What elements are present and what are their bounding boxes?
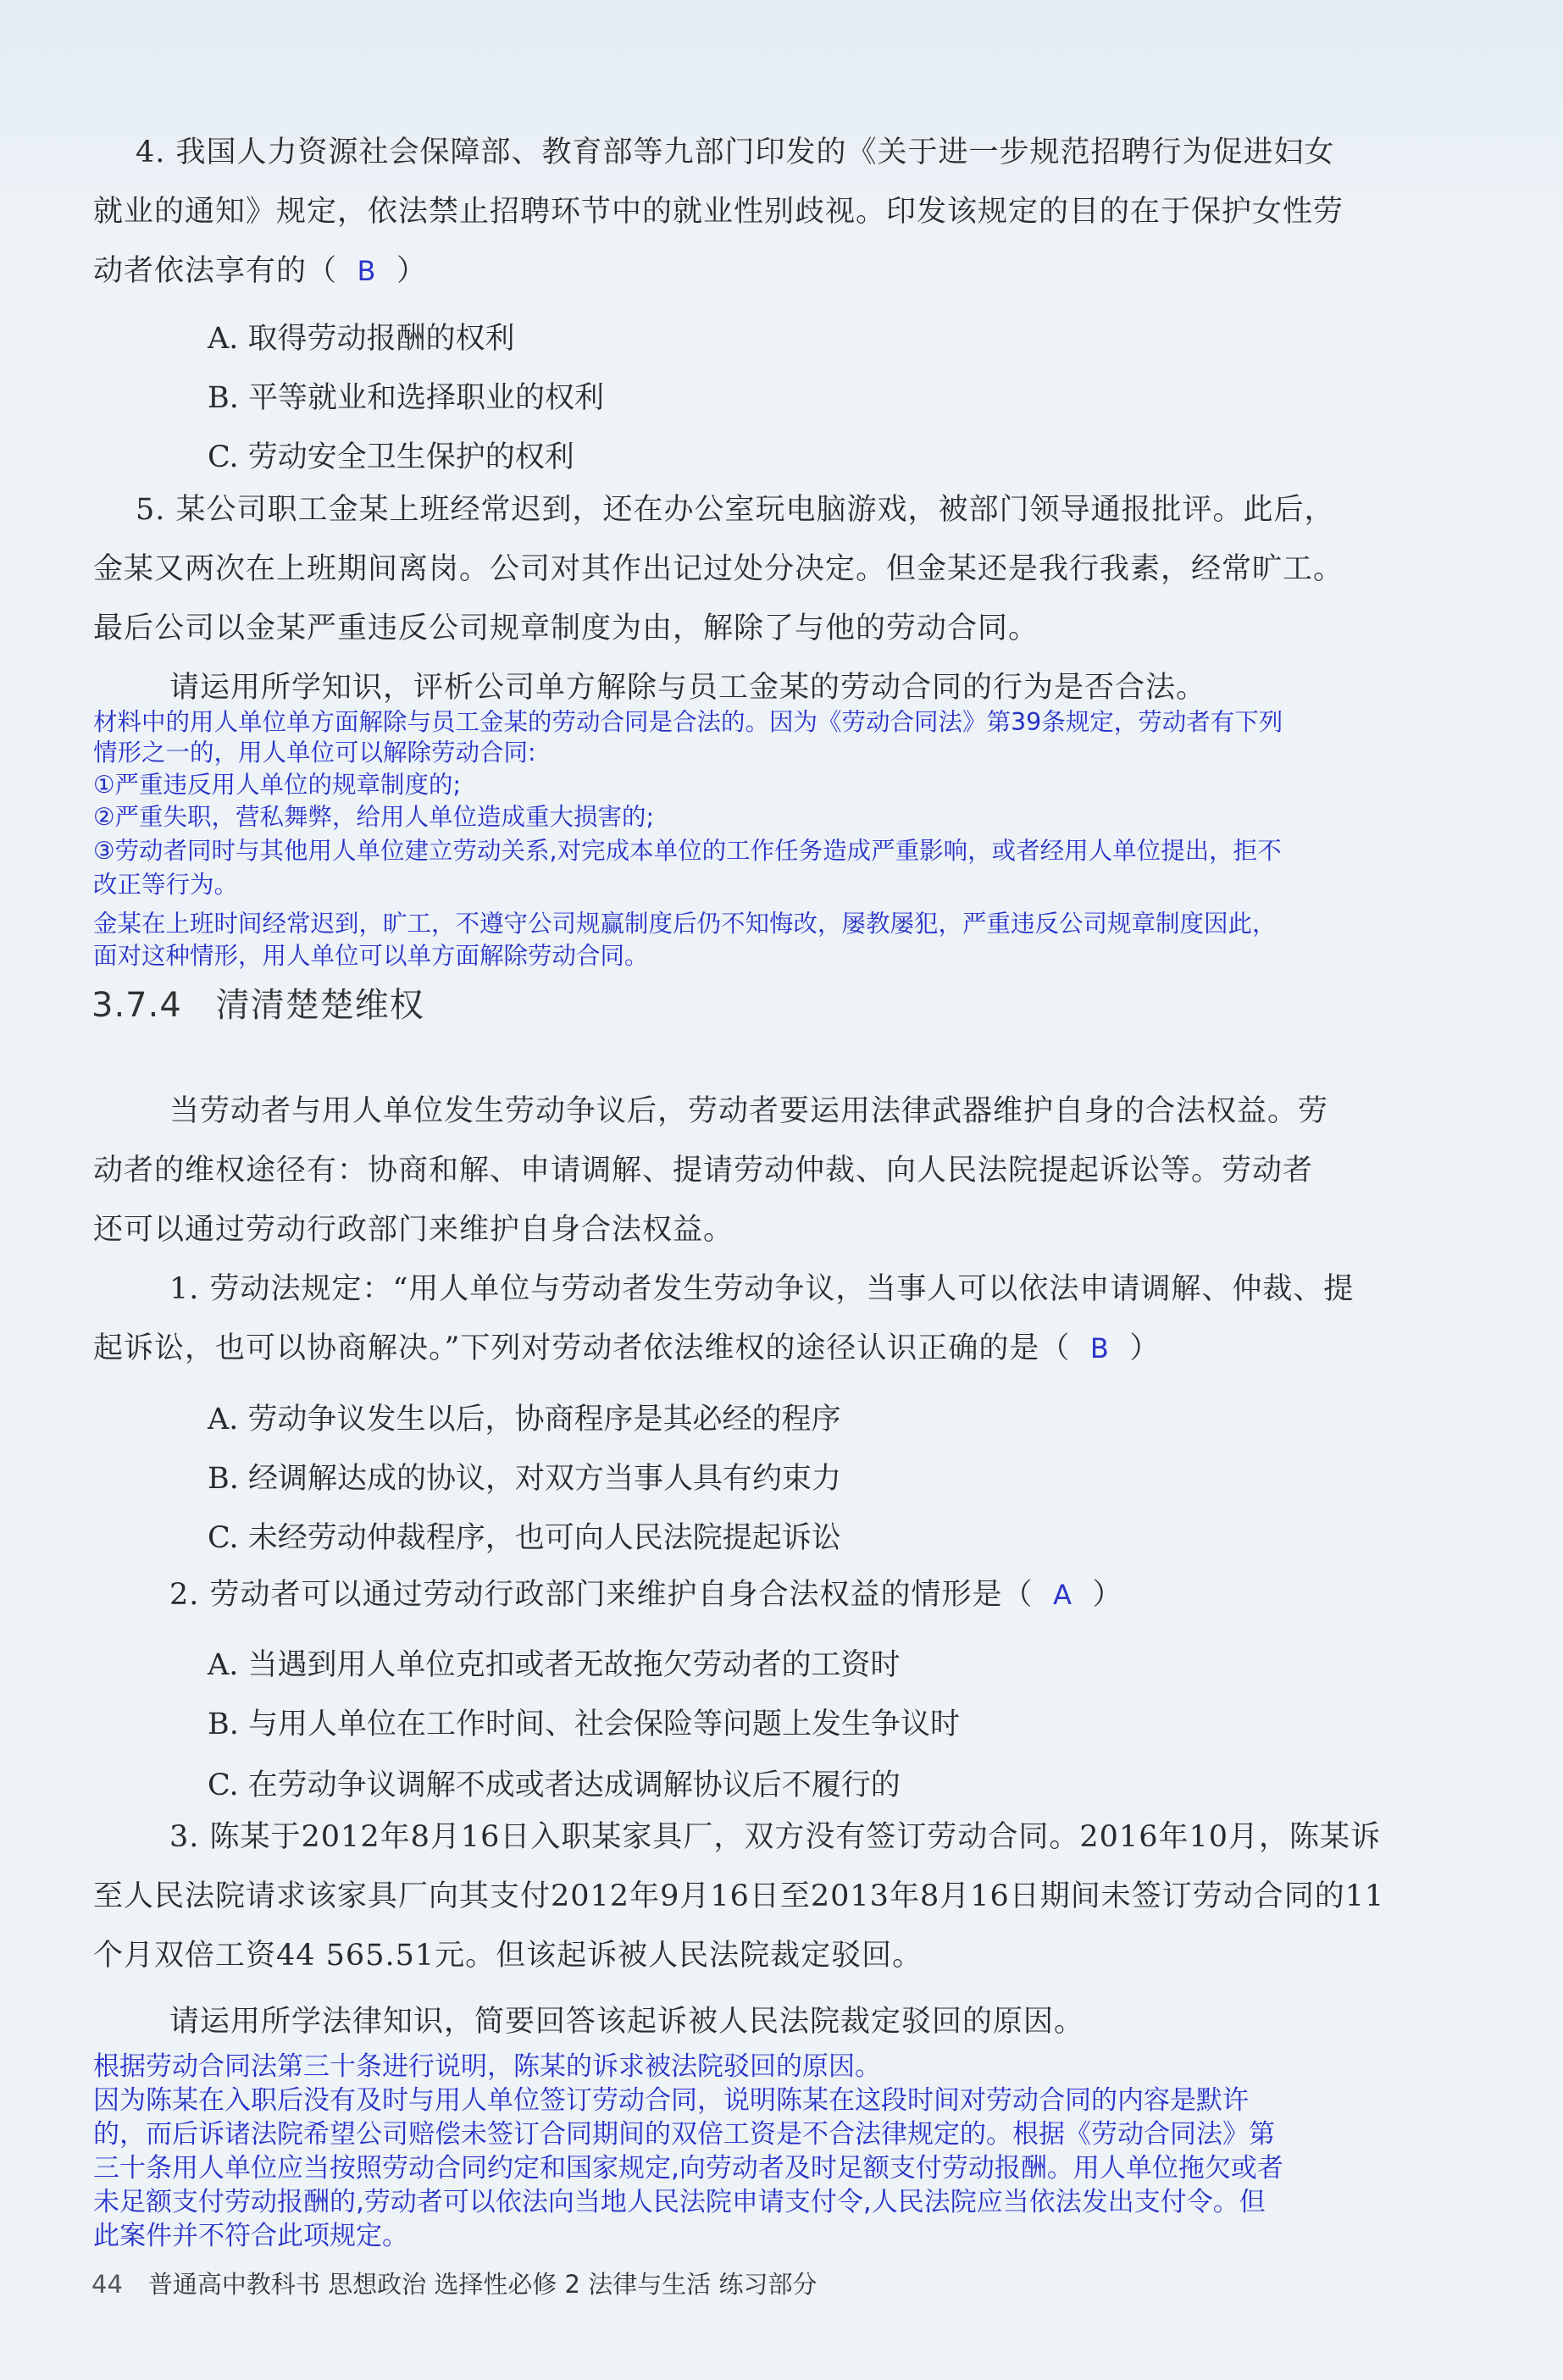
q5-line-1: 5. 某公司职工金某上班经常迟到，还在办公室玩电脑游戏，被部门领导通报批评。此后，	[136, 493, 1335, 527]
answer1-line-6: 改正等行为。	[93, 871, 239, 899]
s3-line-2: 至人民法院请求该家具厂向其支付2012年9月16日至2013年8月16日期间未签订劳动合同的11	[93, 1879, 1385, 1913]
answer2-line-4: 三十条用人单位应当按照劳动合同约定和国家规定,向劳动者及时足额支付劳动报酬。用人单位拖欠或者	[93, 2153, 1283, 2184]
q5-line-2: 金某又两次在上班期间离岗。公司对其作出记过处分决定。但金某还是我行我素，经常旷工。	[93, 552, 1344, 586]
q4-stem-close: ）	[396, 254, 428, 288]
q4-line-3	[93, 241, 427, 301]
answer2-line-2: 因为陈某在入职后没有及时与用人单位签订劳动合同，说明陈某在这段时间对劳动合同的内容是默许	[93, 2085, 1249, 2116]
section-title: 清清楚楚维权	[215, 986, 424, 1025]
s2-line-1	[169, 1565, 1123, 1624]
q5-line-3: 最后公司以金某严重违反公司规章制度为由，解除了与他的劳动合同。	[93, 612, 1039, 645]
s2-stem-text: 2. 劳动者可以通过劳动行政部门来维护自身合法权益的情形是（	[169, 1578, 1034, 1612]
answer1-line-7: 金某在上班时间经常迟到，旷工，不遵守公司规赢制度后仍不知悔改，屡教屡犯，严重违反公司规章制度因此，	[93, 910, 1277, 938]
s3-line-3: 个月双倍工资44 565.51元。但该起诉被人民法院裁定驳回。	[93, 1939, 923, 1973]
q4-stem-text: 动者依法享有的（	[93, 254, 338, 288]
s2-option-a: A. 当遇到用人单位克扣或者无故拖欠劳动者的工资时	[208, 1648, 901, 1682]
s1-stem-text: 起诉讼，也可以协商解决。”下列对劳动者依法维权的途径认识正确的是（	[93, 1331, 1071, 1365]
intro-line-2: 动者的维权途径有：协商和解、申请调解、提请劳动仲裁、向人民法院提起诉讼等。劳动者	[93, 1154, 1314, 1187]
answer1-line-1: 材料中的用人单位单方面解除与员工金某的劳动合同是合法的。因为《劳动合同法》第39条规定，劳动者有下列	[93, 708, 1283, 736]
s2-option-b: B. 与用人单位在工作时间、社会保险等问题上发生争议时	[208, 1708, 960, 1741]
answer2-line-1: 根据劳动合同法第三十条进行说明，陈某的诉求被法院驳回的原因。	[93, 2051, 881, 2082]
section-number: 3.7.4	[91, 986, 182, 1025]
q4-handwritten-answer: B	[357, 255, 377, 287]
answer2-line-6: 此案件并不符合此项规定。	[93, 2221, 408, 2251]
q5-prompt: 请运用所学知识，评析公司单方解除与员工金某的劳动合同的行为是否合法。	[169, 671, 1207, 705]
answer2-line-5: 未足额支付劳动报酬的,劳动者可以依法向当地人民法院申请支付令,人民法院应当依法发出支付令。但	[93, 2187, 1266, 2217]
answer2-line-3: 的，而后诉诸法院希望公司赔偿未签订合同期间的双倍工资是不合法律规定的。根据《劳动合同法》第	[93, 2119, 1275, 2150]
page-footer	[91, 2266, 817, 2300]
q4-line-1: 4. 我国人力资源社会保障部、教育部等九部门印发的《关于进一步规范招聘行为促进妇女	[136, 136, 1335, 169]
s2-option-c: C. 在劳动争议调解不成或者达成调解协议后不履行的	[208, 1768, 901, 1802]
s1-option-c: C. 未经劳动仲裁程序，也可向人民法院提起诉讼	[208, 1521, 841, 1555]
answer1-line-3: ①严重违反用人单位的规章制度的;	[93, 771, 462, 799]
answer1-line-4: ②严重失职，营私舞弊，给用人单位造成重大损害的;	[93, 803, 655, 831]
answer1-line-2: 情形之一的，用人单位可以解除劳动合同:	[93, 739, 536, 767]
s1-line-2	[93, 1319, 1160, 1378]
s1-handwritten-answer: B	[1089, 1332, 1110, 1364]
q4-option-a: A. 取得劳动报酬的权利	[208, 322, 515, 356]
answer1-line-5: ③劳动者同时与其他用人单位建立劳动关系,对完成本单位的工作任务造成严重影响，或者经用人单位提出，拒不	[93, 837, 1282, 865]
answer1-line-8: 面对这种情形，用人单位可以单方面解除劳动合同。	[93, 942, 649, 970]
s3-prompt: 请运用所学法律知识，简要回答该起诉被人民法院裁定驳回的原因。	[169, 2005, 1085, 2039]
section-heading	[91, 978, 424, 1027]
s1-option-a: A. 劳动争议发生以后，协商程序是其必经的程序	[208, 1403, 841, 1436]
intro-line-1: 当劳动者与用人单位发生劳动争议后，劳动者要运用法律武器维护自身的合法权益。劳	[169, 1094, 1329, 1128]
q4-option-c: C. 劳动安全卫生保护的权利	[208, 440, 574, 474]
s3-line-1: 3. 陈某于2012年8月16日入职某家具厂，双方没有签订劳动合同。2016年10月，陈某诉	[169, 1820, 1382, 1854]
s1-stem-close: ）	[1129, 1331, 1161, 1365]
intro-line-3: 还可以通过劳动行政部门来维护自身合法权益。	[93, 1213, 734, 1247]
q4-line-2: 就业的通知》规定，依法禁止招聘环节中的就业性别歧视。印发该规定的目的在于保护女性劳	[93, 195, 1344, 229]
s2-handwritten-answer: A	[1053, 1579, 1072, 1611]
q4-option-b: B. 平等就业和选择职业的权利	[208, 381, 604, 415]
s1-line-1: 1. 劳动法规定：“用人单位与劳动者发生劳动争议，当事人可以依法申请调解、仲裁、提	[169, 1272, 1355, 1306]
s1-option-b: B. 经调解达成的协议，对双方当事人具有约束力	[208, 1462, 841, 1496]
s2-stem-close: ）	[1092, 1578, 1123, 1612]
page-number: 44	[91, 2270, 123, 2299]
book-title: 普通高中教科书 思想政治 选择性必修 2 法律与生活 练习部分	[147, 2270, 818, 2299]
